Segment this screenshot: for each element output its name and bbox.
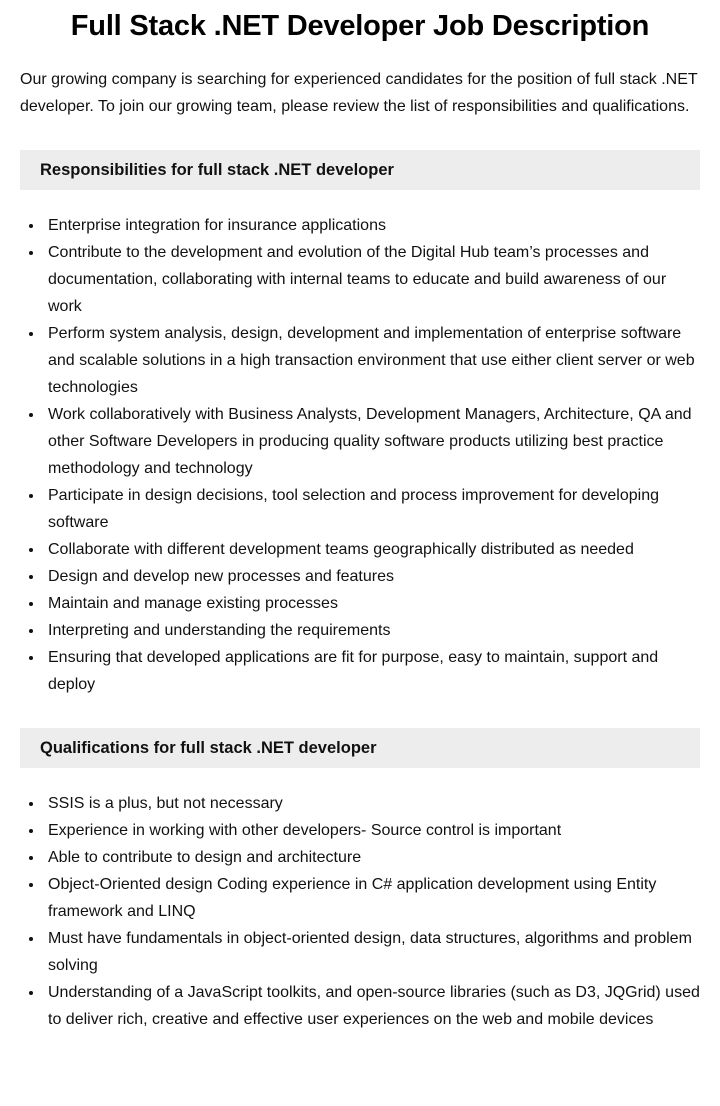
list-item: • Object-Oriented design Coding experience in C# application development using Entity framework and LINQ: [44, 871, 700, 925]
list-item: • Design and develop new processes and features: [44, 563, 700, 590]
list-item: • Participate in design decisions, tool selection and process improvement for developing software: [44, 482, 700, 536]
page-title: Full Stack .NET Developer Job Description: [70, 10, 650, 42]
list-item: • Contribute to the development and evolution of the Digital Hub team’s processes and documentation, collaborating with internal teams to educate and build awareness of our work: [44, 239, 700, 320]
list-item: • Perform system analysis, design, development and implementation of enterprise software and scalable solutions in a high transaction environment that use either client server or web technologies: [44, 320, 700, 401]
list-item: • Maintain and manage existing processes: [44, 590, 700, 617]
list-item: • Experience in working with other developers- Source control is important: [44, 817, 700, 844]
list-item: • Able to contribute to design and architecture: [44, 844, 700, 871]
intro-paragraph: Our growing company is searching for experienced candidates for the position of full stack .NET developer. To join our growing team, please review the list of responsibilities and qualifications.: [20, 71, 698, 116]
list-item: • Must have fundamentals in object-oriented design, data structures, algorithms and problem solving: [44, 925, 700, 979]
responsibilities-list: [20, 212, 700, 698]
list-item: • Collaborate with different development teams geographically distributed as needed: [44, 536, 700, 563]
list-item: • Interpreting and understanding the requirements: [44, 617, 700, 644]
responsibilities-section-header: Responsibilities for full stack .NET developer: [20, 150, 700, 190]
list-item: • Enterprise integration for insurance applications: [44, 212, 700, 239]
list-item: • Work collaboratively with Business Analysts, Development Managers, Architecture, QA and other Software Developers in producing quality software products utilizing best practice methodology and technology: [44, 401, 700, 482]
list-item: • Understanding of a JavaScript toolkits, and open-source libraries (such as D3, JQGrid) used to deliver rich, creative and effective user experiences on the web and mobile devices: [44, 979, 700, 1033]
qualifications-list: [20, 790, 700, 1033]
qualifications-section-header: Qualifications for full stack .NET developer: [20, 728, 700, 768]
list-item: • Ensuring that developed applications are fit for purpose, easy to maintain, support and deploy: [44, 644, 700, 698]
list-item: • SSIS is a plus, but not necessary: [44, 790, 700, 817]
